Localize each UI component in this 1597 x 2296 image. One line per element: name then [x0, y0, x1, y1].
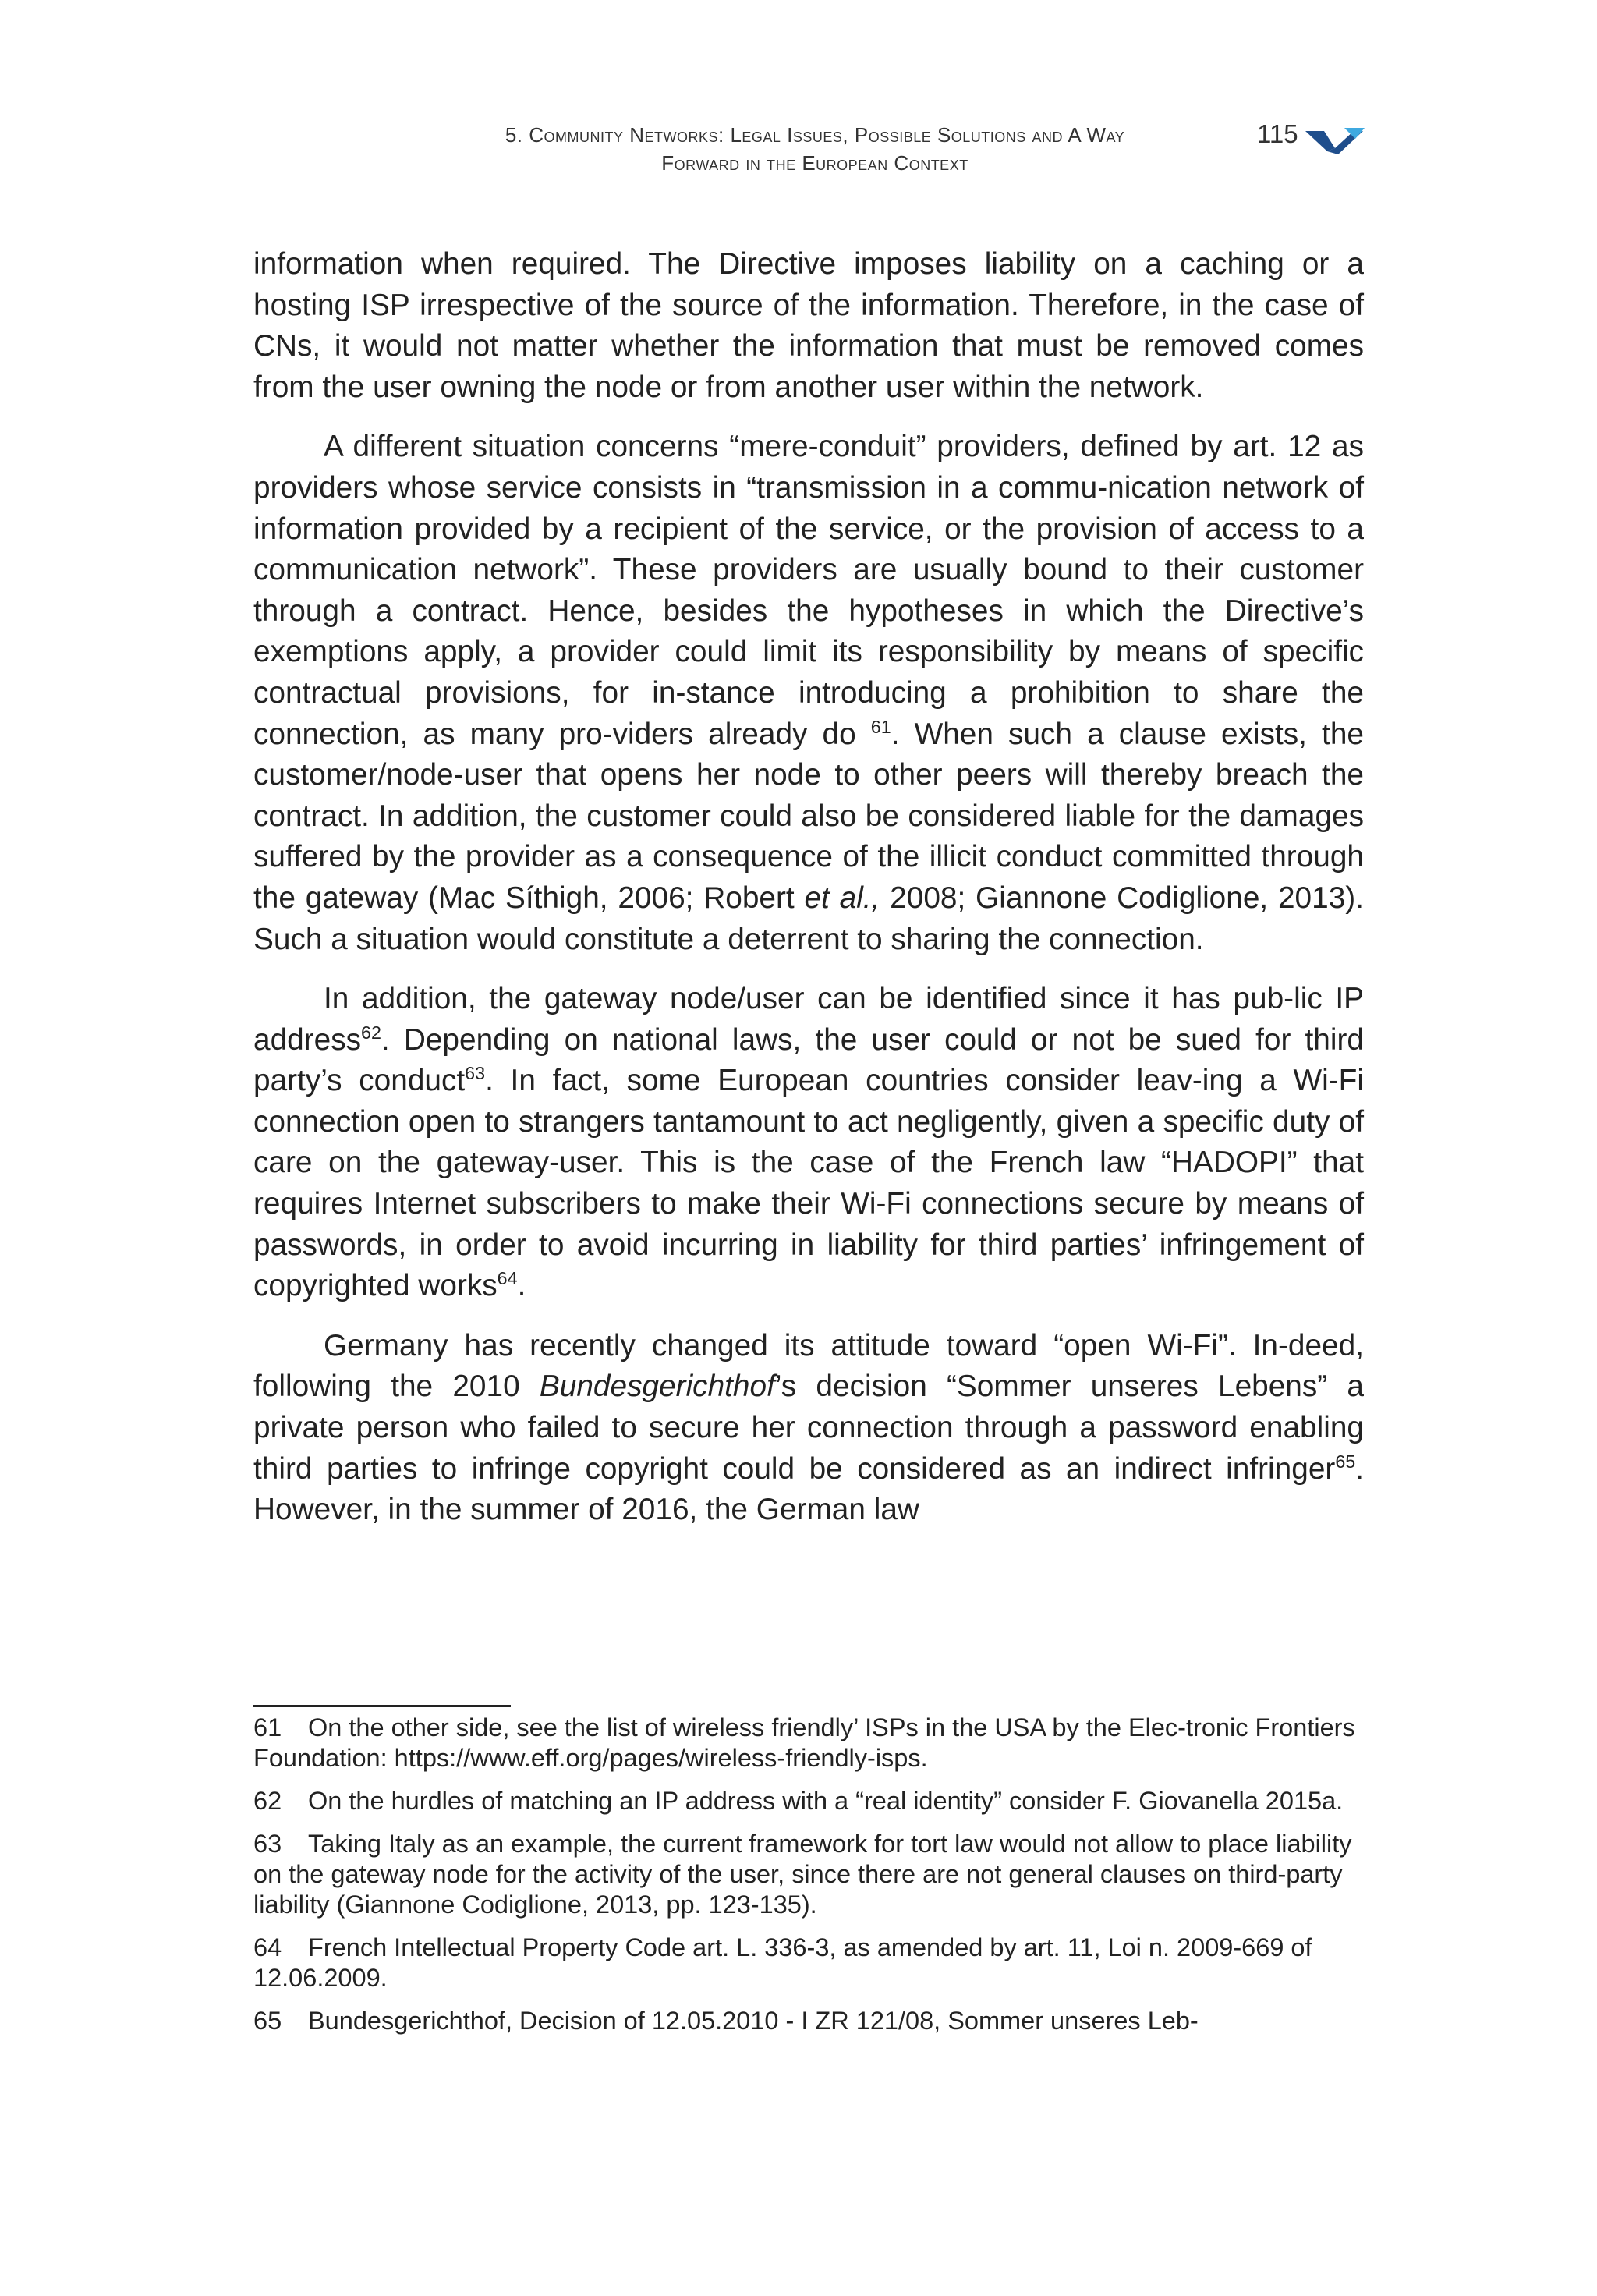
footnote-text: Bundesgerichthof, Decision of 12.05.2010 - I ZR 121/08, Sommer unseres Leb- — [308, 2007, 1199, 2035]
page-number: 115 — [1257, 119, 1298, 148]
paragraph-3-part-a: In addition, the gateway node/user can be identified since it has pub-lic IP address — [253, 982, 1364, 1057]
paragraph-4-part-c: . However, in the summer of 2016, the German law — [253, 1451, 1364, 1527]
footnote-number: 61 — [253, 1713, 282, 1741]
footnote-number: 64 — [253, 1933, 282, 1961]
bundesgerichthof-italic: Bundesgerichthof — [539, 1369, 775, 1404]
paragraph-2 — [253, 427, 1364, 960]
paragraph-3-part-c: . In fact, some European countries consider leav-ing a Wi-Fi connection open to strangers tantamount to act negligently, given a specific duty of care on the gateway-user. This is the case of the French law “HADOPI” that requires Internet subscribers to make their Wi-Fi connections secure by means of passwords, in order to avoid incurring in liability for third parties’ infringement of copyrighted works — [253, 1064, 1365, 1303]
running-head-line-1: 5. Community Networks: Legal Issues, Possible Solutions and A Way — [505, 123, 1125, 147]
footnote-65 — [253, 2006, 1364, 2036]
footnote-ref-63[interactable]: 63 — [465, 1063, 486, 1084]
footnote-64 — [253, 1933, 1364, 1993]
footnote-61 — [253, 1713, 1364, 1773]
paragraph-2-part-a: A different situation concerns “mere-conduit” providers, defined by art. 12 as providers whose service consists in “transmission in a commu-nication network of information provided by a recipient of the service, or the provision of access to a communication network”. These providers are usually bound to their customer through a contract. Hence, besides the hypotheses in which the Directive’s exemptions apply, a provider could limit its responsibility by means of specific contractual provisions, for in-stance introducing a prohibition to share the connection, as many pro-viders already do — [253, 430, 1364, 751]
paragraph-3 — [253, 979, 1364, 1307]
footnote-number: 62 — [253, 1787, 282, 1815]
footnote-63 — [253, 1829, 1364, 1920]
footnote-ref-65[interactable]: 65 — [1335, 1451, 1356, 1472]
footnote-text: Taking Italy as an example, the current framework for tort law would not allow to place liability on the gateway node for the activity of the user, since there are not general clauses on third-party liability (Giannone Codiglione, 2013, pp. 123-135). — [253, 1830, 1352, 1919]
footnote-number: 65 — [253, 2007, 282, 2035]
running-head — [366, 121, 1263, 177]
paragraph-3-part-d: . — [517, 1269, 526, 1303]
footnote-ref-62[interactable]: 62 — [361, 1022, 381, 1043]
paragraph-4 — [253, 1326, 1364, 1531]
paragraph-2-part-c: 2008; Giannone Codiglione, 2013). Such a situation would constitute a deterrent to sharing the connection. — [253, 880, 1364, 956]
running-head-line-2: Forward in the European Context — [661, 151, 968, 175]
et-al-italic: et al., — [804, 880, 880, 915]
footnote-ref-64[interactable]: 64 — [497, 1268, 518, 1289]
paragraph-2-part-b: . When such a clause exists, the customer/node-user that opens her node to other peers will thereby breach the contract. In addition, the customer could also be considered liable for the damages suffered by the provider as a consequence of the illicit conduct committed through the gateway (Mac Síthigh, 2006; Robert — [253, 717, 1364, 915]
footnote-ref-61[interactable]: 61 — [870, 716, 891, 737]
paragraph-4-part-b: ’s decision “Sommer unseres Lebens” a private person who failed to secure her connection through a password enabling third parties to infringe copyright could be considered as an indirect infringer — [253, 1369, 1364, 1486]
paragraph-1: information when required. The Directive imposes liability on a caching or a hosting ISP irrespective of the source of the information. Therefore, in the case of CNs, it would not matter whether the information that must be removed comes from the user owning the node or from another user within the network. — [253, 247, 1364, 404]
footnotes — [253, 1713, 1364, 2049]
body-text — [253, 244, 1364, 1550]
footnote-text: On the other side, see the list of wireless friendly’ ISPs in the USA by the Elec-tronic Frontiers Foundation: https://www.eff.org/pages/wireless-friendly-isps. — [253, 1713, 1355, 1772]
footnote-separator — [253, 1705, 511, 1707]
footnote-text: On the hurdles of matching an IP address with a “real identity” consider F. Giovanella 2015a. — [308, 1787, 1344, 1815]
publisher-logo-icon — [1304, 125, 1366, 156]
paragraph-4-part-a: Germany has recently changed its attitude toward “open Wi-Fi”. In-deed, following the 2010 — [253, 1328, 1364, 1404]
paragraph-3-part-b: . Depending on national laws, the user could or not be sued for third party’s conduct — [253, 1022, 1364, 1098]
footnote-number: 63 — [253, 1830, 282, 1858]
footnote-62 — [253, 1786, 1364, 1816]
footnote-text: French Intellectual Property Code art. L. 336-3, as amended by art. 11, Loi n. 2009-669 of 12.06.2009. — [253, 1933, 1312, 1992]
